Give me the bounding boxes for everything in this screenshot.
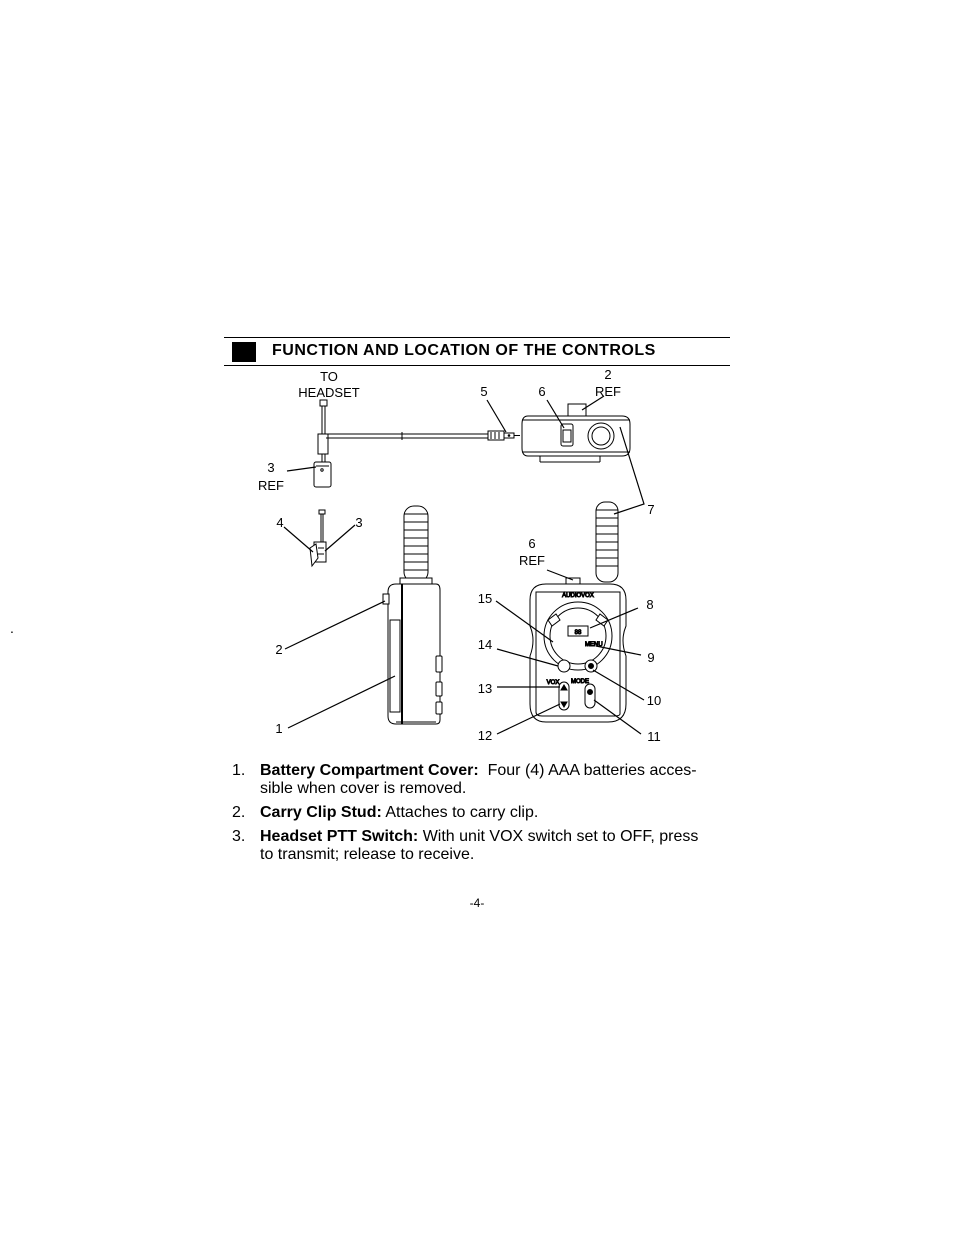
item-description-continued: sible when cover is removed. <box>260 780 467 797</box>
label-6-ref-word: REF <box>519 553 545 568</box>
label-8: 8 <box>646 597 654 612</box>
label-10: 10 <box>646 693 662 708</box>
radio-front-view <box>530 502 626 722</box>
label-14: 14 <box>477 637 493 652</box>
radio-side-view <box>383 506 442 724</box>
item-description: Four (4) AAA batteries acces- <box>487 762 697 779</box>
label-12: 12 <box>477 728 493 743</box>
label-2-ref-word: REF <box>595 384 621 399</box>
device-mode-label: MODE <box>571 679 589 685</box>
item-term: Headset PTT Switch: <box>260 828 419 845</box>
label-13: 13 <box>477 681 493 696</box>
label-2: 2 <box>275 642 283 657</box>
label-3-ref-number: 3 <box>267 460 275 475</box>
headset-cable-assembly <box>314 400 520 487</box>
label-4: 4 <box>276 515 284 530</box>
device-display: 88 <box>574 630 582 636</box>
item-term: Battery Compartment Cover: <box>260 762 479 779</box>
item-term: Carry Clip Stud: <box>260 804 382 821</box>
list-item <box>232 762 732 798</box>
device-brand: AUDIOVOX <box>562 593 594 599</box>
item-number: 1. <box>232 762 246 779</box>
list-item <box>232 828 732 864</box>
label-to: TO <box>320 369 338 384</box>
item-description-continued: to transmit; release to receive. <box>260 846 475 863</box>
page-number: -4- <box>469 896 485 910</box>
item-description: With unit VOX switch set to OFF, press <box>422 828 699 845</box>
label-headset: HEADSET <box>298 385 360 400</box>
label-11: 11 <box>647 729 661 744</box>
device-menu-label: MENU <box>585 642 603 648</box>
item-number: 2. <box>232 804 246 821</box>
label-3-ref-word: REF <box>258 478 284 493</box>
label-9: 9 <box>647 650 655 665</box>
label-7: 7 <box>647 502 655 517</box>
item-description: Attaches to carry clip. <box>385 804 539 821</box>
section-title: FUNCTION AND LOCATION OF THE CONTROLS <box>272 342 656 359</box>
label-15: 15 <box>477 591 493 606</box>
headset-clip-detail <box>310 510 326 566</box>
list-item <box>232 804 732 822</box>
item-number: 3. <box>232 828 246 845</box>
label-6-ref-number: 6 <box>528 536 536 551</box>
label-5: 5 <box>480 384 488 399</box>
device-vox-label: VOX <box>546 680 560 686</box>
label-1: 1 <box>275 721 283 736</box>
radio-top-view <box>522 404 630 462</box>
label-3: 3 <box>355 515 363 530</box>
stray-mark: . <box>10 620 14 636</box>
label-2-ref-number: 2 <box>604 367 612 382</box>
controls-list <box>232 762 732 870</box>
label-6: 6 <box>538 384 546 399</box>
